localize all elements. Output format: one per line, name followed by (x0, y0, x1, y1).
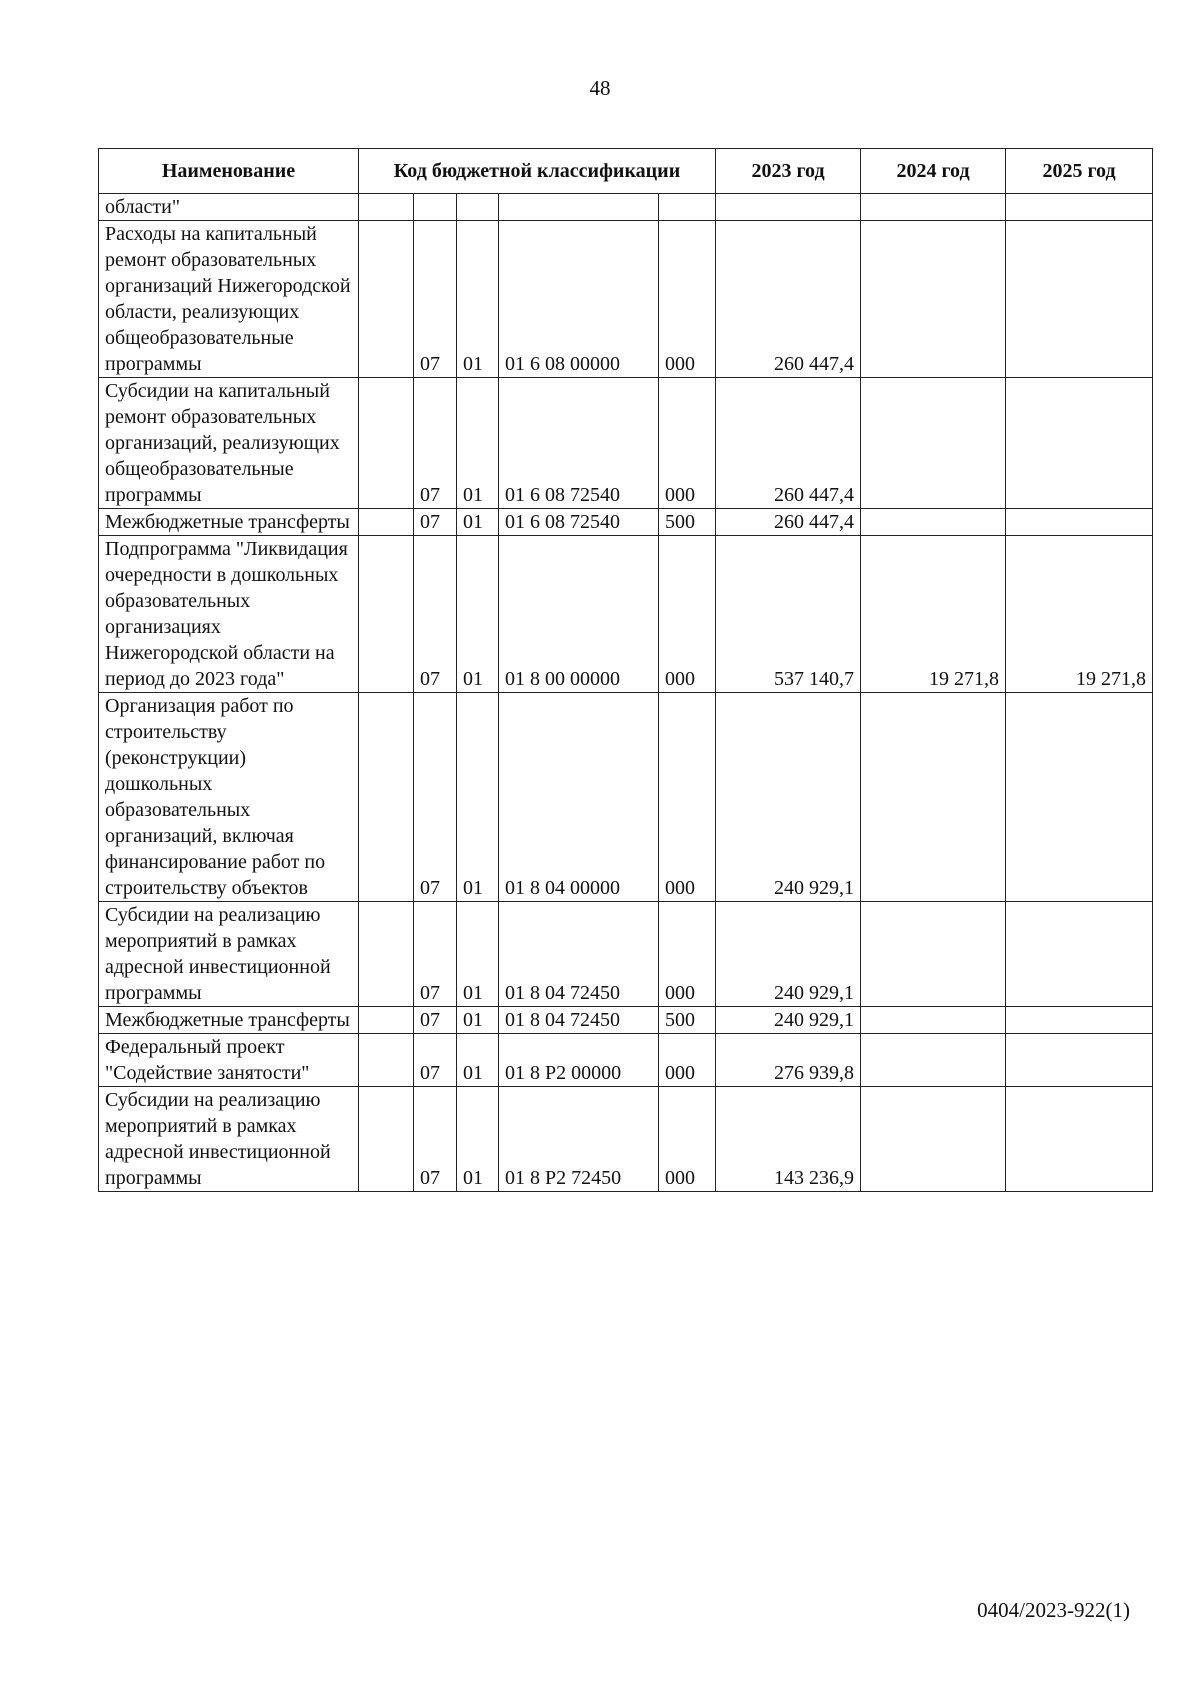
code-section: 07 (414, 509, 457, 536)
table-row (99, 1034, 1153, 1087)
row-name: Субсидии на реализацию мероприятий в рамках адресной инвестиционной программы (99, 902, 359, 1007)
code-subsection: 01 (457, 693, 499, 902)
table-row (99, 1007, 1153, 1034)
code-section: 07 (414, 1034, 457, 1087)
code-target-article: 01 8 04 72450 (499, 902, 659, 1007)
amount-2024: 19 271,8 (861, 536, 1006, 693)
amount-2023: 537 140,7 (716, 536, 861, 693)
column-header-2023: 2023 год (716, 149, 861, 194)
code-subsection: 01 (457, 536, 499, 693)
code-section: 07 (414, 1087, 457, 1192)
row-name: Межбюджетные трансферты (99, 509, 359, 536)
row-name: Межбюджетные трансферты (99, 1007, 359, 1034)
code-section: 07 (414, 536, 457, 693)
table-header-row (99, 149, 1153, 194)
code-part-1 (359, 693, 414, 902)
code-part-1 (359, 1087, 414, 1192)
amount-2025 (1006, 1007, 1153, 1034)
amount-2023: 260 447,4 (716, 378, 861, 509)
amount-2025 (1006, 1034, 1153, 1087)
amount-2025 (1006, 221, 1153, 378)
amount-2025 (1006, 693, 1153, 902)
code-expense-type: 500 (659, 1007, 716, 1034)
code-expense-type: 000 (659, 1087, 716, 1192)
amount-2023: 240 929,1 (716, 902, 861, 1007)
amount-2024 (861, 221, 1006, 378)
table-row (99, 378, 1153, 509)
code-expense-type: 500 (659, 509, 716, 536)
amount-2025 (1006, 509, 1153, 536)
code-expense-type: 000 (659, 378, 716, 509)
row-name: Субсидии на реализацию мероприятий в рамках адресной инвестиционной программы (99, 1087, 359, 1192)
code-expense-type: 000 (659, 536, 716, 693)
table-row (99, 221, 1153, 378)
amount-2025 (1006, 378, 1153, 509)
code-part-1 (359, 536, 414, 693)
code-part-1 (359, 509, 414, 536)
code-expense-type: 000 (659, 693, 716, 902)
column-header-code: Код бюджетной классификации (359, 149, 716, 194)
code-part-1 (359, 1007, 414, 1034)
code-subsection: 01 (457, 1034, 499, 1087)
amount-2023 (716, 194, 861, 221)
code-part-1 (359, 378, 414, 509)
amount-2023: 276 939,8 (716, 1034, 861, 1087)
amount-2023: 143 236,9 (716, 1087, 861, 1192)
code-part-1 (359, 221, 414, 378)
amount-2025 (1006, 902, 1153, 1007)
code-expense-type (659, 194, 716, 221)
code-section: 07 (414, 221, 457, 378)
amount-2024 (861, 1087, 1006, 1192)
code-subsection (457, 194, 499, 221)
code-section (414, 194, 457, 221)
amount-2024 (861, 1007, 1006, 1034)
amount-2023: 260 447,4 (716, 221, 861, 378)
amount-2024 (861, 509, 1006, 536)
table-row (99, 509, 1153, 536)
code-part-1 (359, 194, 414, 221)
row-name: Организация работ по строительству (реконструкции) дошкольных образовательных организаций, включая финансирование работ по строительству объектов (99, 693, 359, 902)
code-target-article: 01 6 08 00000 (499, 221, 659, 378)
amount-2025 (1006, 194, 1153, 221)
amount-2024 (861, 194, 1006, 221)
code-section: 07 (414, 378, 457, 509)
code-part-1 (359, 1034, 414, 1087)
code-section: 07 (414, 1007, 457, 1034)
row-name: области" (99, 194, 359, 221)
page-number: 48 (589, 76, 611, 100)
table-row (99, 902, 1153, 1007)
row-name: Субсидии на капитальный ремонт образовательных организаций, реализующих общеобразовательные программы (99, 378, 359, 509)
budget-table (98, 148, 1153, 1192)
amount-2024 (861, 1034, 1006, 1087)
amount-2023: 260 447,4 (716, 509, 861, 536)
amount-2024 (861, 378, 1006, 509)
row-name: Федеральный проект "Содействие занятости" (99, 1034, 359, 1087)
table-row (99, 1087, 1153, 1192)
code-target-article: 01 8 P2 72450 (499, 1087, 659, 1192)
column-header-2025: 2025 год (1006, 149, 1153, 194)
column-header-name: Наименование (99, 149, 359, 194)
code-target-article: 01 8 04 72450 (499, 1007, 659, 1034)
code-subsection: 01 (457, 1007, 499, 1034)
code-subsection: 01 (457, 902, 499, 1007)
code-subsection: 01 (457, 221, 499, 378)
amount-2024 (861, 902, 1006, 1007)
amount-2024 (861, 693, 1006, 902)
amount-2023: 240 929,1 (716, 1007, 861, 1034)
row-name: Подпрограмма "Ликвидация очередности в дошкольных образовательных организациях Нижегородской области на период до 2023 года" (99, 536, 359, 693)
code-subsection: 01 (457, 509, 499, 536)
code-target-article: 01 8 00 00000 (499, 536, 659, 693)
table-row (99, 536, 1153, 693)
table-row (99, 693, 1153, 902)
code-expense-type: 000 (659, 1034, 716, 1087)
code-target-article: 01 8 04 00000 (499, 693, 659, 902)
amount-2025 (1006, 1087, 1153, 1192)
code-expense-type: 000 (659, 902, 716, 1007)
amount-2025: 19 271,8 (1006, 536, 1153, 693)
code-subsection: 01 (457, 1087, 499, 1192)
amount-2023: 240 929,1 (716, 693, 861, 902)
document-code: 0404/2023-922(1) (977, 1598, 1130, 1622)
code-target-article: 01 8 P2 00000 (499, 1034, 659, 1087)
code-section: 07 (414, 902, 457, 1007)
column-header-2024: 2024 год (861, 149, 1006, 194)
code-target-article: 01 6 08 72540 (499, 509, 659, 536)
code-part-1 (359, 902, 414, 1007)
table-row (99, 194, 1153, 221)
code-target-article: 01 6 08 72540 (499, 378, 659, 509)
row-name: Расходы на капитальный ремонт образовательных организаций Нижегородской области, реализующих общеобразовательные программы (99, 221, 359, 378)
code-target-article (499, 194, 659, 221)
code-subsection: 01 (457, 378, 499, 509)
code-expense-type: 000 (659, 221, 716, 378)
code-section: 07 (414, 693, 457, 902)
